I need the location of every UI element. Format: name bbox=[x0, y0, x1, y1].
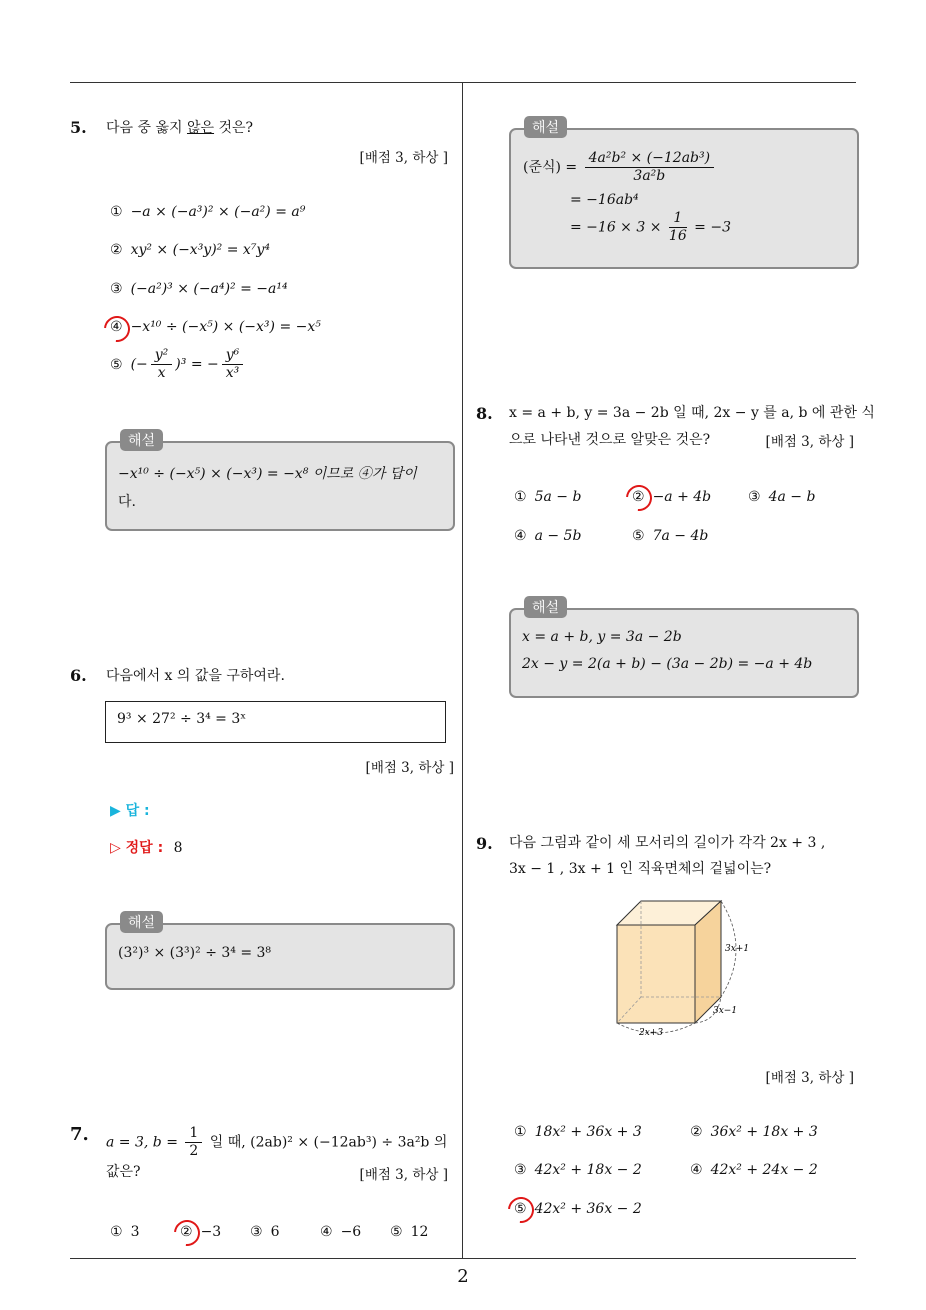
page-number: 2 bbox=[457, 1266, 469, 1287]
choice-number: ④ bbox=[110, 319, 123, 335]
q7-text-b: 일 때, (2ab)² × (−12ab³) ÷ 3a²b 의 bbox=[205, 1134, 448, 1151]
choice-number: ① bbox=[110, 204, 123, 220]
q7-choice-1[interactable] bbox=[110, 1224, 139, 1240]
q9-choice-3[interactable] bbox=[514, 1162, 642, 1178]
fraction-denominator: x³ bbox=[225, 365, 240, 381]
choice-value: 7a − 4b bbox=[652, 528, 709, 544]
q6-solution-tag: 해설 bbox=[120, 911, 163, 933]
q7-text-c: 값은? bbox=[106, 1164, 141, 1180]
column-divider bbox=[462, 83, 463, 1258]
q5-solution-line2: 다. bbox=[118, 494, 136, 510]
q7-solution-line2: = −16ab⁴ bbox=[570, 192, 639, 208]
fraction-numerator: 4a²b² × (−12ab³) bbox=[585, 150, 714, 168]
choice-number: ③ bbox=[748, 489, 761, 505]
q7-number: 7. bbox=[70, 1124, 89, 1145]
fraction-denominator: 3a²b bbox=[633, 168, 666, 184]
choice-value: 42x² + 36x − 2 bbox=[534, 1201, 642, 1217]
cuboid-figure bbox=[605, 895, 765, 1040]
fraction-numerator: 1 bbox=[669, 210, 687, 228]
choice-number: ① bbox=[514, 1124, 527, 1140]
q6-correct-label: ▷ 정답 : bbox=[110, 840, 164, 856]
q8-choice-4[interactable] bbox=[514, 528, 581, 544]
fraction-numerator: y⁶ bbox=[222, 347, 244, 365]
q7-choice-3[interactable] bbox=[250, 1224, 279, 1240]
q5-number: 5. bbox=[70, 118, 87, 137]
label-depth: 3x−1 bbox=[713, 1006, 738, 1016]
q7-sol-line3a: = −16 × 3 × bbox=[570, 219, 666, 236]
q7-meta: [배점 3, 하상 ] bbox=[359, 1167, 448, 1183]
q8-choice-1[interactable] bbox=[514, 489, 581, 505]
q9-choice-2[interactable] bbox=[690, 1124, 818, 1140]
choice-expr-right: )³ = − bbox=[175, 356, 219, 373]
top-rule bbox=[70, 82, 856, 83]
fraction-denominator: 2 bbox=[189, 1143, 199, 1159]
choice-expr-left: (− bbox=[130, 356, 148, 373]
q5-choice-4[interactable] bbox=[110, 319, 321, 335]
q9-answer-mark-icon bbox=[503, 1192, 540, 1229]
q5-choice-3[interactable] bbox=[110, 281, 288, 297]
q5-choice-2[interactable] bbox=[110, 242, 270, 258]
q5-text-post: 것은? bbox=[214, 120, 254, 136]
q6-correct-value: 8 bbox=[173, 840, 183, 856]
q6-answer-label[interactable]: ▶ 답 : bbox=[110, 803, 150, 819]
choice-number: ② bbox=[180, 1224, 193, 1240]
q7-sol-fraction-2 bbox=[669, 210, 687, 245]
q6-text: 다음에서 x 의 값을 구하여라. bbox=[106, 668, 285, 684]
q6-expression: 9³ × 27² ÷ 3⁴ = 3ˣ bbox=[117, 711, 247, 727]
choice-number: ④ bbox=[690, 1162, 703, 1178]
q8-choice-3[interactable] bbox=[748, 489, 815, 505]
choice-fraction bbox=[151, 347, 173, 382]
choice-number: ⑤ bbox=[110, 356, 123, 373]
q6-solution-line1: (3²)³ × (3³)² ÷ 3⁴ = 3⁸ bbox=[118, 945, 272, 961]
q5-solution-tag: 해설 bbox=[120, 429, 163, 451]
q6-correct bbox=[110, 837, 183, 857]
q5-solution-box bbox=[105, 441, 455, 531]
q5-solution-line1: −x¹⁰ ÷ (−x⁵) × (−x³) = −x⁸ 이므로 ④가 답이 bbox=[118, 466, 417, 482]
choice-value: 5a − b bbox=[534, 489, 582, 505]
choice-value: 6 bbox=[270, 1224, 280, 1240]
fraction-denominator: x bbox=[157, 365, 166, 381]
choice-number: ④ bbox=[514, 528, 527, 544]
q9-choice-4[interactable] bbox=[690, 1162, 818, 1178]
choice-number: ⑤ bbox=[390, 1224, 403, 1240]
label-height: 3x+1 bbox=[725, 944, 750, 954]
q5-text bbox=[106, 115, 253, 142]
q7-choice-5[interactable] bbox=[390, 1224, 428, 1240]
q7-solution-tag: 해설 bbox=[524, 116, 567, 138]
q5-text-underline: 않은 bbox=[186, 120, 215, 136]
choice-number: ① bbox=[110, 1224, 123, 1240]
q5-text-pre: 다음 중 옳지 bbox=[106, 120, 187, 136]
q9-number: 9. bbox=[476, 834, 493, 853]
q9-meta: [배점 3, 하상 ] bbox=[765, 1070, 854, 1086]
q7-fraction bbox=[185, 1125, 202, 1160]
q7-sol-fraction bbox=[585, 150, 714, 185]
q7-sol-prefix: (준식) = bbox=[523, 159, 582, 176]
choice-number: ⑤ bbox=[514, 1201, 527, 1217]
q7-solution-line1 bbox=[523, 150, 717, 185]
q7-text-a: a = 3, b = bbox=[106, 1134, 183, 1151]
fraction-numerator: 1 bbox=[185, 1125, 202, 1143]
q5-answer-mark-icon bbox=[99, 311, 136, 348]
q8-solution-line2: 2x − y = 2(a + b) − (3a − 2b) = −a + 4b bbox=[522, 656, 813, 672]
q8-solution-line1: x = a + b, y = 3a − 2b bbox=[522, 629, 682, 645]
q8-answer-mark-icon bbox=[621, 480, 658, 517]
q6-meta: [배점 3, 하상 ] bbox=[365, 760, 454, 776]
q8-meta: [배점 3, 하상 ] bbox=[765, 434, 854, 450]
q9-line2: 3x − 1 , 3x + 1 인 직육면체의 겉넓이는? bbox=[509, 861, 772, 877]
label-width: 2x+3 bbox=[639, 1028, 664, 1038]
q5-meta: [배점 3, 하상 ] bbox=[359, 150, 448, 166]
choice-value: 42x² + 18x − 2 bbox=[534, 1162, 642, 1178]
choice-value: 18x² + 36x + 3 bbox=[534, 1124, 642, 1140]
choice-number: ② bbox=[632, 489, 645, 505]
q9-line1: 다음 그림과 같이 세 모서리의 길이가 각각 2x + 3 , bbox=[509, 835, 826, 851]
choice-value: a − 5b bbox=[534, 528, 582, 544]
q7-sol-line3b: = −3 bbox=[689, 219, 732, 236]
q7-answer-mark-icon bbox=[169, 1215, 206, 1252]
choice-number: ③ bbox=[110, 281, 123, 297]
choice-value: −3 bbox=[200, 1224, 222, 1240]
fraction-numerator: y² bbox=[151, 347, 173, 365]
choice-value: 3 bbox=[130, 1224, 140, 1240]
q8-solution-tag: 해설 bbox=[524, 596, 567, 618]
q5-choice-1[interactable] bbox=[110, 204, 305, 220]
choice-number: ① bbox=[514, 489, 527, 505]
q8-solution-box bbox=[509, 608, 859, 698]
q7-solution-line3 bbox=[570, 210, 731, 245]
choice-value: 36x² + 18x + 3 bbox=[710, 1124, 818, 1140]
q7-text bbox=[106, 1125, 447, 1160]
q6-number: 6. bbox=[70, 666, 87, 685]
choice-number: ⑤ bbox=[632, 528, 645, 544]
fraction-denominator: 16 bbox=[668, 228, 687, 244]
q8-number: 8. bbox=[476, 404, 493, 423]
choice-value: −a + 4b bbox=[652, 489, 712, 505]
choice-number: ③ bbox=[250, 1224, 263, 1240]
choice-value: −6 bbox=[340, 1224, 362, 1240]
choice-expr: xy² × (−x³y)² = x⁷y⁴ bbox=[130, 242, 270, 258]
q8-line2: 으로 나타낸 것으로 알맞은 것은? bbox=[509, 432, 711, 448]
choice-expr: −a × (−a³)² × (−a²) = a⁹ bbox=[130, 204, 306, 220]
q8-choice-5[interactable] bbox=[632, 528, 708, 544]
choice-value: 4a − b bbox=[768, 489, 816, 505]
choice-number: ④ bbox=[320, 1224, 333, 1240]
choice-value: 42x² + 24x − 2 bbox=[710, 1162, 818, 1178]
cuboid-front-face bbox=[617, 925, 695, 1023]
choice-number: ③ bbox=[514, 1162, 527, 1178]
q8-line1: x = a + b, y = 3a − 2b 일 때, 2x − y 를 a, b 에 관한 식 bbox=[509, 405, 875, 421]
choice-number: ② bbox=[690, 1124, 703, 1140]
choice-expr: −x¹⁰ ÷ (−x⁵) × (−x³) = −x⁵ bbox=[130, 319, 321, 335]
q7-choice-4[interactable] bbox=[320, 1224, 361, 1240]
choice-value: 12 bbox=[410, 1224, 429, 1240]
q5-choice-5[interactable] bbox=[110, 347, 246, 382]
choice-fraction-2 bbox=[222, 347, 244, 382]
q9-choice-1[interactable] bbox=[514, 1124, 642, 1140]
choice-number: ② bbox=[110, 242, 123, 258]
choice-expr: (−a²)³ × (−a⁴)² = −a¹⁴ bbox=[130, 281, 288, 297]
bottom-rule bbox=[70, 1258, 856, 1259]
